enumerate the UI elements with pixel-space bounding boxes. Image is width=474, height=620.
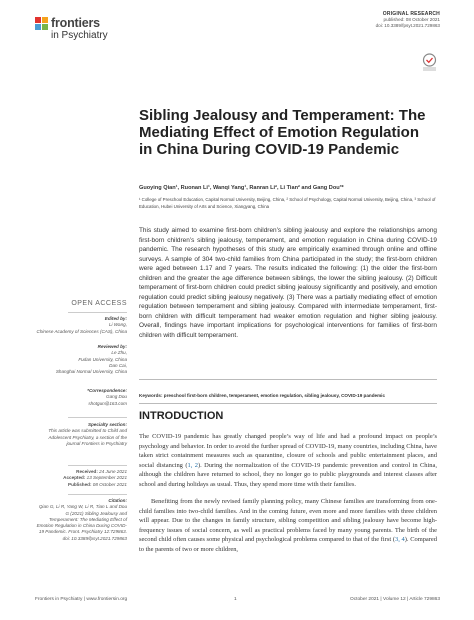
journal-logo[interactable]: [35, 16, 125, 50]
reviewer-name: Le Zhu,: [111, 350, 127, 356]
doi-link[interactable]: doi: 10.3389/fpsyt.2021.729863: [375, 23, 440, 28]
sidebar-divider: [68, 417, 127, 418]
reviewer-name: Dan Cai,: [109, 362, 127, 368]
footer-journal[interactable]: Frontiers in Psychiatry | www.frontiersin.org: [35, 597, 128, 602]
accepted-date: 13 September 2021: [86, 475, 127, 481]
paragraph-text: ). Compared to the parents of two or more children,: [139, 536, 438, 553]
reviewed-by: [35, 344, 127, 375]
citation-heading: Citation:: [108, 498, 127, 503]
specialty-section: [35, 422, 127, 447]
paragraph-text: The COVID-19 pandemic has greatly changed people’s way of life and had a profound impact on people’s psychology and behavior. In order to avoid the further spread of COVID-19, many countries, including China, have taken strict containment measures such as quarantine, closure of schools and public entertainment places, and social distancing (: [139, 433, 437, 469]
correspondence-heading: *Correspondence:: [87, 388, 127, 393]
paragraph-text: ). During the normalization of the COVID-19 pandemic prevention and control in China, although the children have returned to school, they no longer go to public playgrounds and interest classes after school and during holidays as usual. Thus, they spend more time with their families.: [139, 461, 437, 488]
specialty-heading: Specialty section:: [87, 422, 127, 427]
citation: [35, 498, 127, 542]
abstract: This study aimed to examine first-born children’s sibling jealousy and explore the relationships among first-born children’s sibling jealousy, temperament, and emotion regulation in China during COVID-19 pandemic. The research hypotheses of this study are empirically examined through online and offline surveys. A sample of 304 two-child families from China participated in the study; the first-born children were aged between 1.17 and 7 years. The results indicated the following: (1) the older the first-born children and the greater the age difference between siblings, the lower the sibling jealousy. (2) Difficult temperament of first-born children could predict sibling jealousy significantly and positively, and emotion regulation could predict sibling jealousy negatively. (3) There was a partially mediating effect of emotion regulation between temperament and sibling jealousy. Compared with intermediate temperament, first-born children with difficult temperament had weaker emotion regulation and higher sibling jealousy. Overall, findings have important implications for psychological interventions for families of first-born children with difficult temperament.: [139, 227, 437, 339]
open-access-label: OPEN ACCESS: [71, 300, 127, 307]
dates: [35, 469, 127, 488]
frontiers-logo-icon: [35, 17, 48, 30]
affiliations: ¹ College of Preschool Education, Capital Normal University, Beijing, China, ² School of Psychology, Capital Normal University, Beijing, China, ³ School of Education, Hubei University of Arts and Science, Xiangyang, China: [139, 197, 436, 209]
published-label: Published:: [68, 481, 92, 487]
edited-by: [35, 316, 127, 335]
journal-name: in Psychiatry: [51, 30, 108, 41]
keywords-divider-top: [139, 379, 437, 380]
editor-affiliation: Chinese Academy of Sciences (CAS), China: [36, 328, 127, 334]
accepted-label: Accepted:: [63, 475, 86, 481]
sidebar-divider: [68, 312, 127, 313]
page-number: 1: [234, 597, 237, 602]
sidebar-divider: [68, 465, 127, 466]
author-list[interactable]: Guoying Qian¹, Ruonan Li¹, Wanqi Yang¹, Ranran Li², Li Tian² and Gang Dou³*: [139, 185, 344, 191]
published-date: 08 October 2021: [92, 481, 127, 487]
check-for-updates-icon[interactable]: [421, 53, 438, 72]
sidebar-divider: [68, 494, 127, 495]
reviewed-by-heading: Reviewed by:: [97, 344, 127, 349]
article-type: ORIGINAL RESEARCH: [382, 11, 440, 17]
brand-name: frontiers: [51, 16, 100, 30]
correspondent-name: Gang Dou: [106, 394, 127, 400]
editor-name: Li Wang,: [108, 322, 127, 328]
reviewer-affiliation: Fudan University, China: [78, 356, 127, 362]
edited-by-heading: Edited by:: [104, 316, 127, 321]
published-date: published: 08 October 2021: [383, 17, 440, 22]
footer-issue: October 2021 | Volume 12 | Article 729863: [350, 597, 440, 602]
reference-link[interactable]: 1, 2: [187, 461, 198, 469]
reviewer-affiliation: Shanghai Normal University, China: [55, 369, 127, 375]
citation-text: Qian G, Li R, Yang W, Li R, Tian L and Dou G (2021) Sibling Jealousy and Temperament: The Mediating Effect of Emotion Regulation in China During COVID-19 Pandemic. Front. Psychiatry 12:729863. doi: 10.3389/fpsyt.2021.729863: [36, 504, 127, 541]
article-title: Sibling Jealousy and Temperament: The Mediating Effect of Emotion Regulation in China During COVID-19 Pandemic: [139, 107, 426, 159]
received-label: Received:: [76, 469, 98, 474]
intro-paragraph-1: [139, 432, 437, 490]
keywords-text: preschool first-born children, temperament, emotion regulation, sibling jealousy, COVID-19 pandemic: [163, 393, 385, 398]
keywords-divider-bottom: [139, 403, 437, 404]
paragraph-text: Benefiting from the newly revised family planning policy, many Chinese families are transforming from one-child families into two-child families. And in the coming future, even more and more families with three children will appear. Due to the changes in family structure, sibling competition and sibling jealousy have become high-frequency issues of social concern, as well as practical problems faced by many young parents. The birth of the second child often causes some physical and psychological problems compared to that of the first (: [139, 498, 437, 544]
keywords-label: Keywords:: [139, 393, 163, 398]
correspondent-email[interactable]: shotgun@163.com: [88, 400, 127, 406]
intro-paragraph-2: [139, 497, 437, 555]
article-meta: [376, 11, 440, 29]
correspondence: [35, 388, 127, 407]
specialty-text: This article was submitted to Child and Adolescent Psychiatry, a section of the journal Frontiers in Psychiatry: [48, 428, 127, 446]
section-heading-introduction: INTRODUCTION: [139, 410, 224, 422]
reference-link[interactable]: 3, 4: [395, 536, 405, 544]
keywords: [139, 393, 439, 398]
received-date: 24 June 2021: [99, 469, 127, 474]
